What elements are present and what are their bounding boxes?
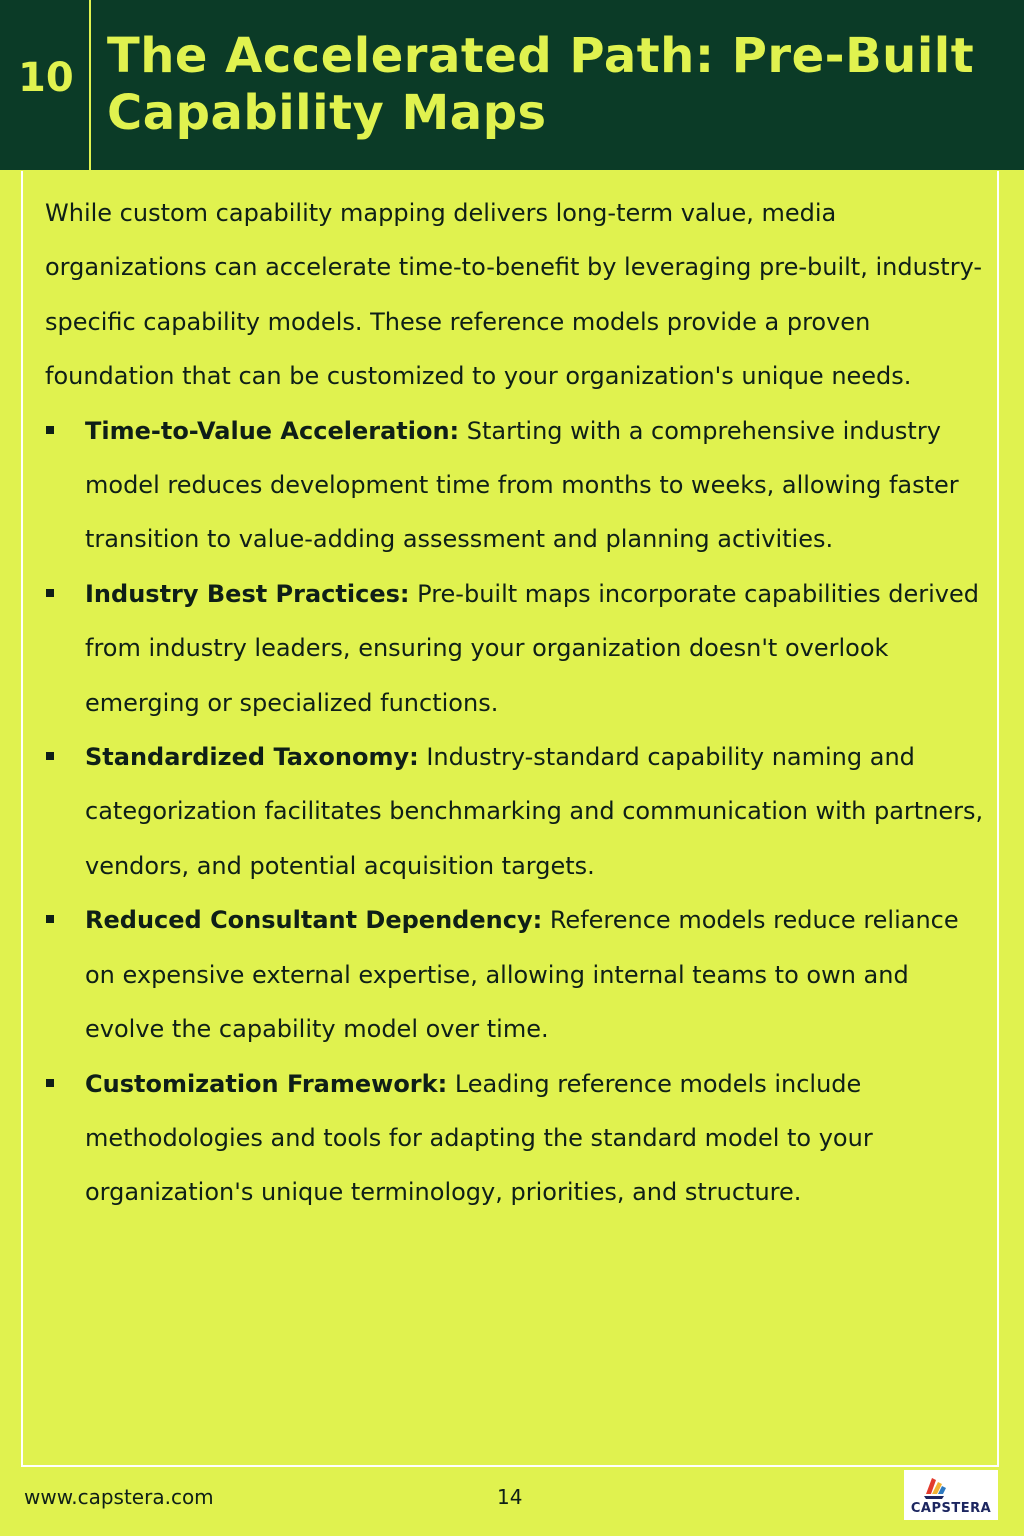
square-bullet-icon <box>46 1079 54 1087</box>
benefit-item-best-practices <box>45 567 995 730</box>
benefit-item-time-to-value <box>45 404 995 567</box>
benefit-title: Customization Framework: <box>85 1069 448 1098</box>
page-header <box>0 0 1024 170</box>
benefit-title: Reduced Consultant Dependency: <box>85 906 543 935</box>
benefit-item-standardized-taxonomy <box>45 730 995 893</box>
square-bullet-icon <box>46 752 54 760</box>
benefit-text: Starting with a comprehensive industry model reduces development time from months to weeks, allowing faster transition to value-adding assessment and planning activities. <box>85 416 959 554</box>
benefit-item-customization-framework <box>45 1057 995 1220</box>
section-number: 10 <box>18 55 74 101</box>
capstera-logo <box>904 1470 998 1520</box>
capstera-logo-icon <box>904 1470 998 1502</box>
square-bullet-icon <box>46 589 54 597</box>
benefit-title: Industry Best Practices: <box>85 579 410 608</box>
benefit-title: Standardized Taxonomy: <box>85 743 419 772</box>
benefit-text: Reference models reduce reliance on expensive external expertise, allowing internal teams to own and evolve the capability model over time. <box>85 906 959 1044</box>
logo-wordmark: CAPSTERA <box>910 1501 992 1516</box>
header-divider <box>89 0 91 170</box>
main-content <box>45 186 995 1220</box>
page-title: The Accelerated Path: Pre-Built Capability Maps <box>107 28 975 141</box>
benefit-title: Time-to-Value Acceleration: <box>85 416 460 445</box>
benefit-text: Leading reference models include methodologies and tools for adapting the standard model to your organization's unique terminology, priorities, and structure. <box>85 1069 873 1207</box>
benefit-text: Industry-standard capability naming and categorization facilitates benchmarking and communication with partners, vendors, and potential acquisition targets. <box>85 743 984 880</box>
square-bullet-icon <box>46 426 54 434</box>
page-number: 14 <box>497 1485 523 1509</box>
square-bullet-icon <box>46 915 54 923</box>
benefit-text: Pre-built maps incorporate capabilities derived from industry leaders, ensuring your organization doesn't overlook emerging or specialized functions. <box>85 579 979 717</box>
benefit-item-consultant-dependency <box>45 893 995 1056</box>
benefit-list <box>45 404 995 1220</box>
intro-paragraph: While custom capability mapping delivers long-term value, media organizations can accelerate time-to-benefit by leveraging pre-built, industry-specific capability models. These reference models provide a proven foundation that can be customized to your organization's unique needs. <box>45 199 983 391</box>
website-link[interactable]: www.capstera.com <box>24 1485 214 1509</box>
